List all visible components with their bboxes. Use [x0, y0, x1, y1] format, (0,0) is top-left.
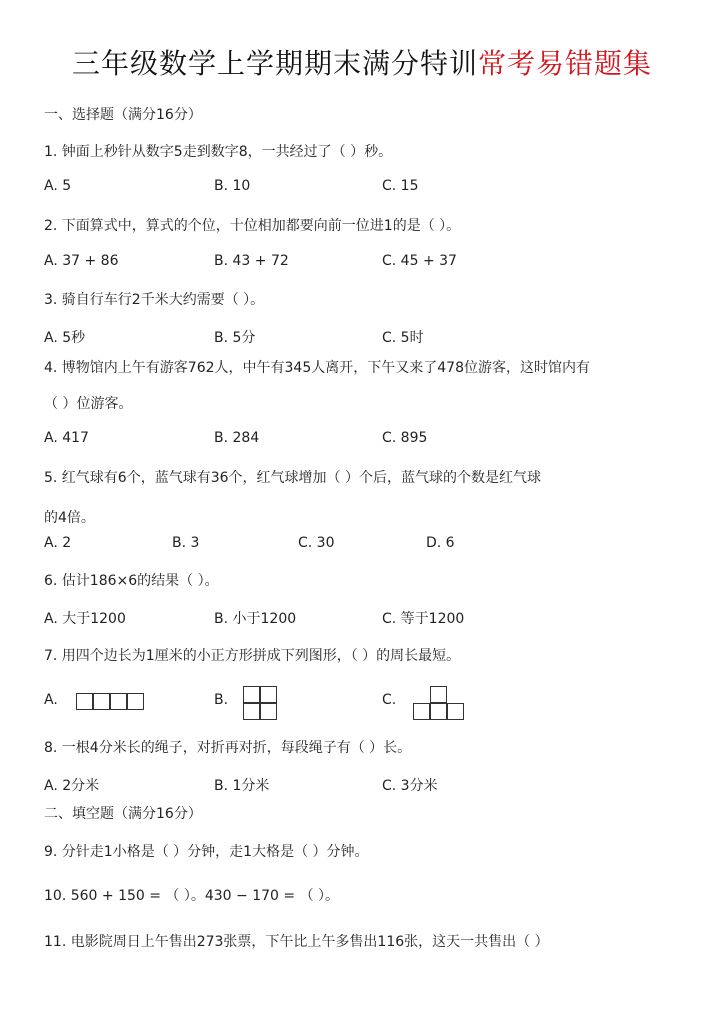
q2-option-b: B. 43 + 72: [214, 253, 289, 269]
section-heading-choice: 一、选择题（满分16分）: [44, 107, 202, 123]
q3-option-b: B. 5分: [214, 330, 256, 346]
q7-option-c: C.: [382, 692, 397, 708]
q3-option-c: C. 5时: [382, 330, 424, 346]
title-main: 三年级数学上学期期末满分特训: [71, 47, 478, 80]
q1-option-a: A. 5: [44, 178, 72, 194]
figure-c-t-shape: [413, 686, 465, 722]
q6-option-b: B. 小于1200: [214, 611, 297, 627]
q6-option-a: A. 大于1200: [44, 611, 126, 627]
q5-option-c: C. 30: [298, 535, 335, 551]
q8-option-b: B. 1分米: [214, 778, 270, 794]
q2-option-a: A. 37 + 86: [44, 253, 119, 269]
q5-option-a: A. 2: [44, 535, 72, 551]
q6-option-c: C. 等于1200: [382, 611, 465, 627]
page-title: [0, 42, 724, 82]
q4-option-c: C. 895: [382, 430, 428, 446]
question-5: 5. 红气球有6个，蓝气球有36个，红气球增加（ ）个后，蓝气球的个数是红气球: [44, 470, 541, 486]
question-4-cont: （ ）位游客。: [44, 396, 133, 412]
q1-option-b: B. 10: [214, 178, 251, 194]
question-6: 6. 估计186×6的结果（ ）。: [44, 573, 219, 589]
q8-option-c: C. 3分米: [382, 778, 438, 794]
question-11: 11. 电影院周日上午售出273张票，下午比上午多售出116张，这天一共售出（ ）: [44, 934, 549, 950]
figure-b-two-by-two: [243, 686, 279, 722]
section-heading-fill: 二、填空题（满分16分）: [44, 806, 202, 822]
title-highlight: 常考易错题集: [478, 47, 653, 80]
q1-option-c: C. 15: [382, 178, 419, 194]
question-10: 10. 560 + 150 = （ ）。430 − 170 = （ ）。: [44, 888, 340, 904]
q8-option-a: A. 2分米: [44, 778, 100, 794]
question-3: 3. 骑自行车行2千米大约需要（ ）。: [44, 292, 265, 308]
question-4: 4. 博物馆内上午有游客762人，中午有345人离开，下午又来了478位游客，这时馆内有: [44, 360, 590, 376]
q4-option-b: B. 284: [214, 430, 260, 446]
question-7: 7. 用四个边长为1厘米的小正方形拼成下列图形，（ ）的周长最短。: [44, 648, 461, 664]
question-2: 2. 下面算式中，算式的个位，十位相加都要向前一位进1的是（ ）。: [44, 218, 461, 234]
figure-a-four-in-row: [76, 693, 146, 711]
q7-option-b: B.: [214, 692, 229, 708]
question-8: 8. 一根4分米长的绳子，对折再对折，每段绳子有（ ）长。: [44, 740, 412, 756]
question-5-cont: 的4倍。: [44, 510, 95, 526]
q5-option-d: D. 6: [426, 535, 455, 551]
q7-option-a: A.: [44, 692, 58, 708]
q3-option-a: A. 5秒: [44, 330, 86, 346]
q4-option-a: A. 417: [44, 430, 89, 446]
q2-option-c: C. 45 + 37: [382, 253, 457, 269]
question-1: 1. 钟面上秒针从数字5走到数字8，一共经过了（ ）秒。: [44, 144, 393, 160]
q5-option-b: B. 3: [172, 535, 200, 551]
question-9: 9. 分针走1小格是（ ）分钟，走1大格是（ ）分钟。: [44, 844, 369, 860]
